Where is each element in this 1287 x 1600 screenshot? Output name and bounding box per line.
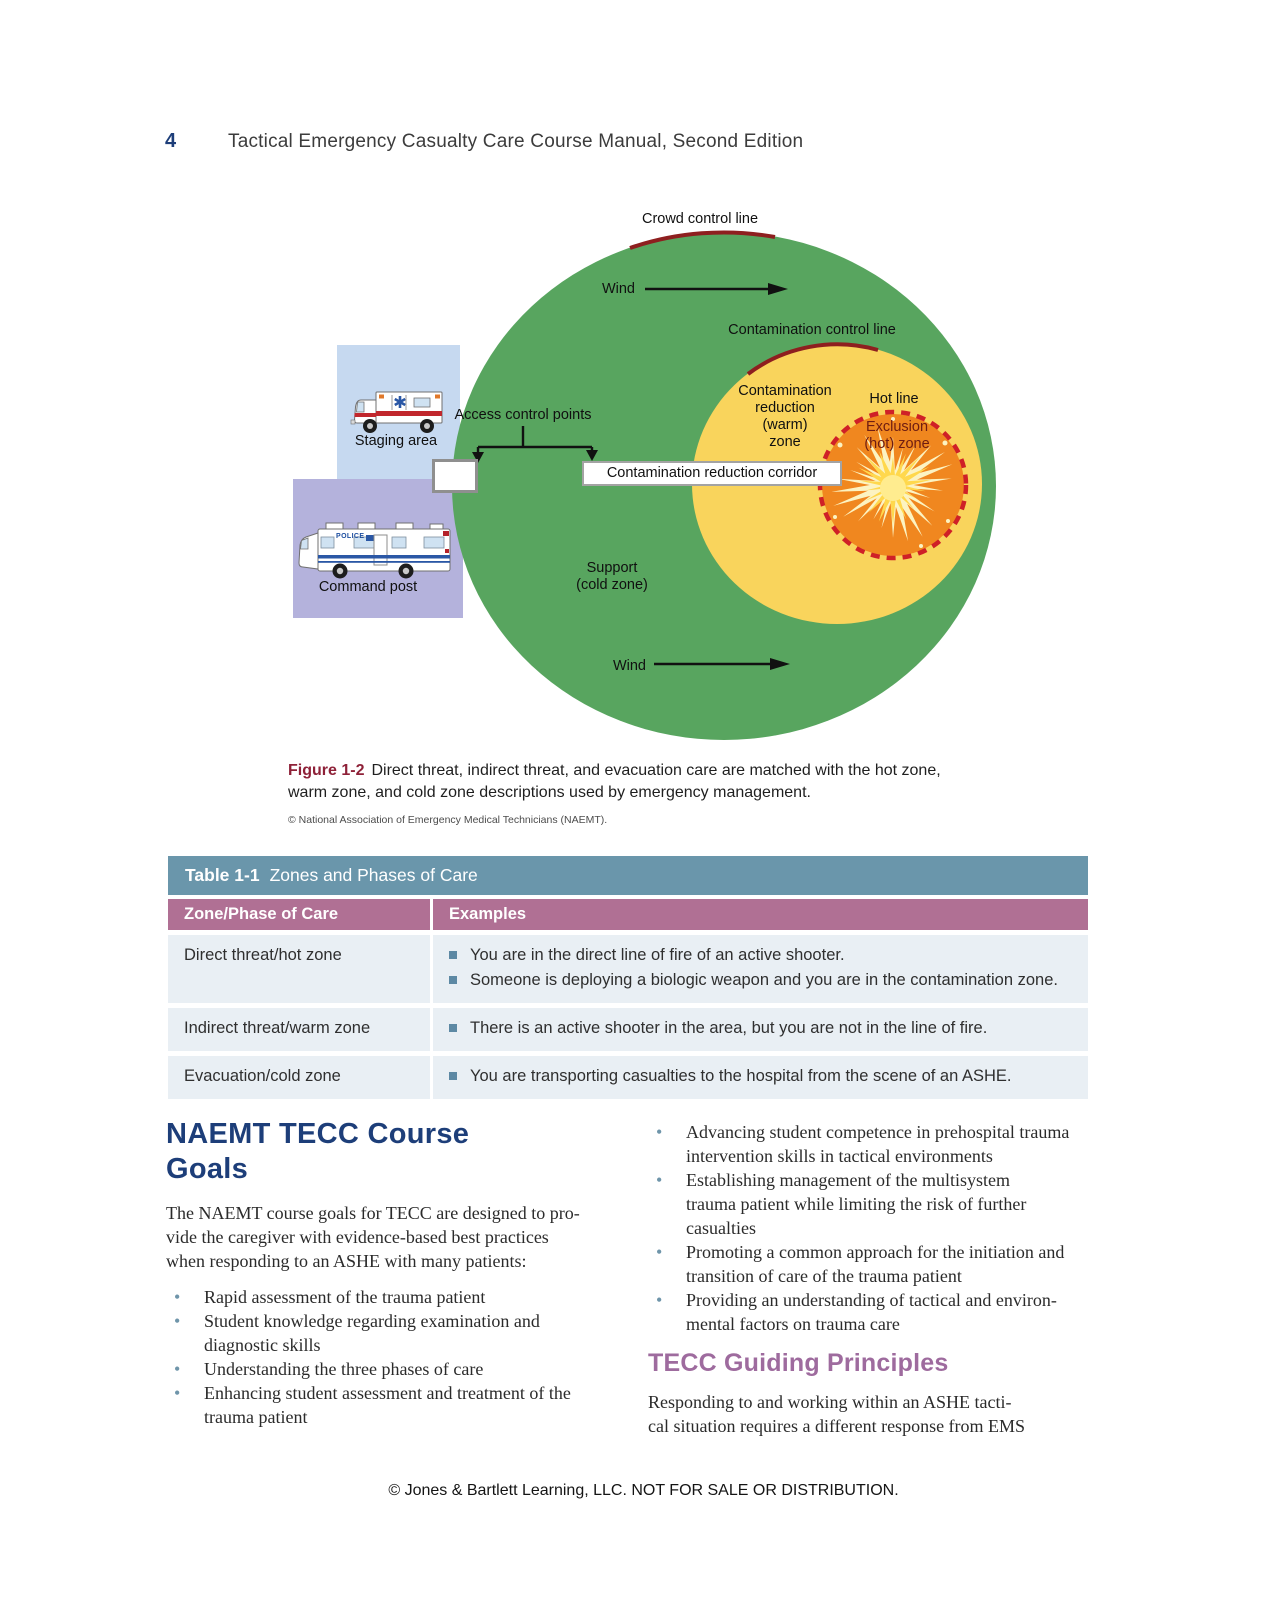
table-title: Zones and Phases of Care — [269, 865, 478, 885]
list-item: • Rapid assessment of the trauma patient — [166, 1285, 618, 1309]
label-support-cold-zone: Support (cold zone) — [576, 560, 648, 593]
table-zones-and-phases — [168, 856, 1088, 1099]
table-row — [168, 935, 1088, 1003]
list-item: • Establishing management of the multisystem trauma patient while limiting the risk of further casualties — [648, 1168, 1092, 1240]
table-example-item: You are transporting casualties to the hospital from the scene of an ASHE. — [449, 1065, 1072, 1088]
label-staging-area: Staging area — [354, 433, 438, 449]
table-title-bar — [168, 856, 1088, 895]
figure-credit: © National Association of Emergency Medical Technicians (NAEMT). — [288, 814, 608, 826]
figure-caption-label: Figure 1-2 — [288, 762, 365, 779]
contamination-reduction-corridor-bar: Contamination reduction corridor — [582, 461, 842, 486]
list-item: • Promoting a common approach for the initiation and transition of care of the trauma patient — [648, 1240, 1092, 1288]
table-cell-zone: Evacuation/cold zone — [168, 1056, 430, 1099]
goals-bullet-list-right — [648, 1120, 1092, 1336]
table-row — [168, 1056, 1088, 1099]
section-heading-goals: NAEMT TECC Course Goals — [166, 1118, 470, 1185]
goals-bullet-list-left — [166, 1285, 618, 1429]
principles-paragraph: Responding to and working within an ASHE tacti- cal situation requires a different response from EMS — [648, 1392, 1026, 1436]
right-column — [648, 1120, 1092, 1438]
table-column-header-zone: Zone/Phase of Care — [168, 899, 430, 930]
section-heading-principles: TECC Guiding Principles — [648, 1349, 949, 1377]
label-warm-zone: Contamination reduction (warm) zone — [738, 383, 832, 450]
list-item: • Providing an understanding of tactical and environ- mental factors on trauma care — [648, 1288, 1092, 1336]
label-hot-line: Hot line — [869, 391, 919, 407]
label-wind-bottom: Wind — [612, 658, 646, 674]
figure-caption-text: Direct threat, indirect threat, and evacuation care are matched with the hot zone, warm zone, and cold zone descriptions used by emergency management. — [288, 762, 941, 801]
explosion-core — [880, 475, 906, 501]
table-example-item: Someone is deploying a biologic weapon and you are in the contamination zone. — [449, 969, 1072, 992]
running-title: Tactical Emergency Casualty Care Course Manual, Second Edition — [228, 131, 804, 152]
table-example-item: You are in the direct line of fire of an active shooter. — [449, 944, 1072, 967]
table-cell-examples — [433, 935, 1088, 1003]
table-cell-zone: Indirect threat/warm zone — [168, 1008, 430, 1051]
table-cell-examples — [433, 1056, 1088, 1099]
table-row — [168, 1008, 1088, 1051]
table-cell-zone: Direct threat/hot zone — [168, 935, 430, 1003]
table-column-header-examples: Examples — [433, 899, 1088, 930]
police-vehicle-text: POLICE — [336, 533, 365, 540]
list-item: • Student knowledge regarding examination and diagnostic skills — [166, 1309, 618, 1357]
label-access-control-points: Access control points — [454, 407, 592, 423]
goals-intro-paragraph: The NAEMT course goals for TECC are designed to pro- vide the caregiver with evidence-based best practices when responding to an ASHE with many patients: — [166, 1203, 580, 1271]
label-wind-top: Wind — [601, 281, 635, 297]
figure-caption — [288, 760, 978, 831]
list-item: • Enhancing student assessment and treatment of the trauma patient — [166, 1381, 618, 1429]
page-footer: © Jones & Bartlett Learning, LLC. NOT FOR SALE OR DISTRIBUTION. — [388, 1482, 899, 1499]
list-item: • Understanding the three phases of care — [166, 1357, 618, 1381]
left-column — [166, 1117, 618, 1429]
table-cell-examples — [433, 1008, 1088, 1051]
label-contamination-control-line: Contamination control line — [728, 322, 896, 338]
table-label: Table 1-1 — [185, 865, 260, 885]
zones-diagram — [280, 195, 1060, 755]
table-header-row — [168, 899, 1088, 930]
list-item: • Advancing student competence in prehospital trauma intervention skills in tactical environments — [648, 1120, 1092, 1168]
page-number: 4 — [165, 130, 177, 152]
label-command-post: Command post — [318, 579, 418, 595]
label-exclusion-zone: Exclusion (hot) zone — [864, 419, 930, 452]
table-example-item: There is an active shooter in the area, but you are not in the line of fire. — [449, 1017, 1072, 1040]
access-control-point-marker — [432, 459, 478, 493]
label-crowd-control-line: Crowd control line — [641, 211, 759, 227]
